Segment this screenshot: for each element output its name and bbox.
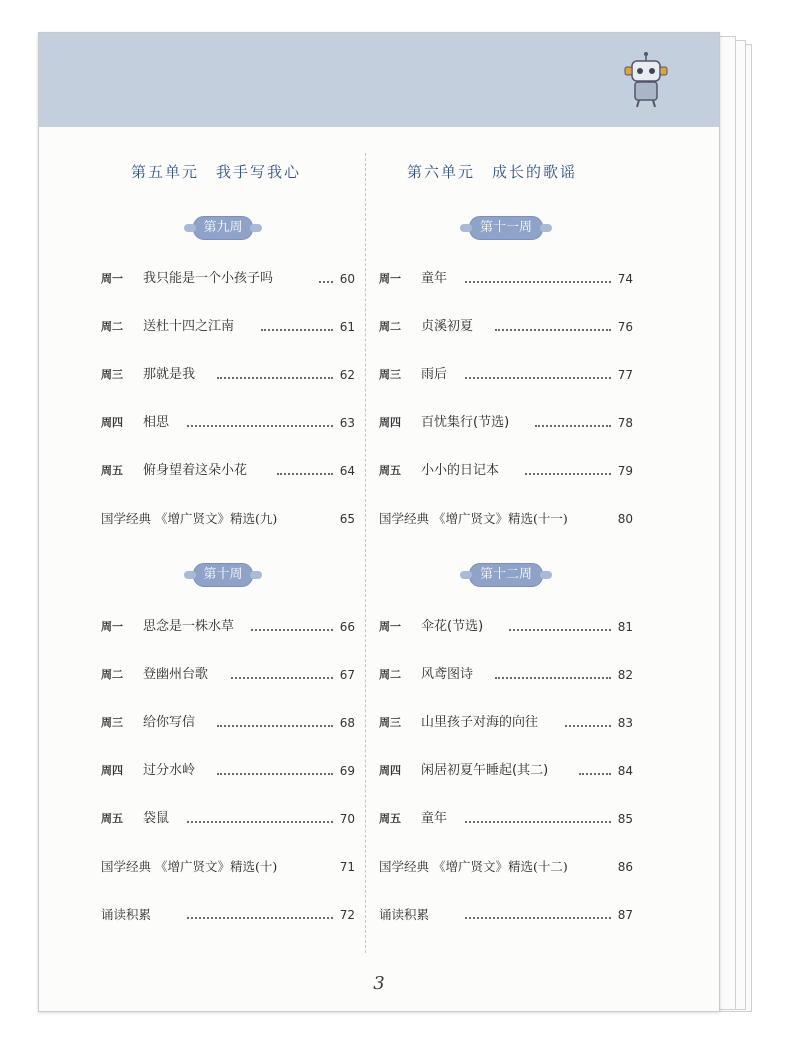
entry-day: 周四 xyxy=(379,416,401,429)
entry-day: 周五 xyxy=(379,464,401,477)
dot-leader xyxy=(187,425,333,427)
dot-leader xyxy=(465,281,611,283)
header-band xyxy=(39,33,719,127)
entry-page: 80 xyxy=(617,512,633,526)
toc-entry[interactable] xyxy=(101,664,355,686)
toc-entry[interactable] xyxy=(379,904,633,926)
toc-entry[interactable] xyxy=(379,760,633,782)
table-of-contents-page xyxy=(38,32,720,1012)
entry-title: 小小的日记本 xyxy=(421,463,500,478)
entry-day: 周一 xyxy=(379,272,401,285)
toc-entry[interactable] xyxy=(101,412,355,434)
entry-page: 71 xyxy=(339,860,355,874)
dot-leader xyxy=(509,629,611,631)
entry-day: 周四 xyxy=(379,764,401,777)
entry-page: 60 xyxy=(339,272,355,286)
entry-title: 闲居初夏午睡起(其二) xyxy=(421,763,549,778)
dot-leader xyxy=(217,725,333,727)
toc-entry[interactable] xyxy=(101,460,355,482)
entry-page: 86 xyxy=(617,860,633,874)
entry-title: 送杜十四之江南 xyxy=(143,319,235,334)
entry-title: 思念是一株水草 xyxy=(143,619,235,634)
entry-title: 国学经典 《增广贤文》精选(十二) xyxy=(379,859,568,874)
entry-page: 77 xyxy=(617,368,633,382)
entry-day: 周三 xyxy=(101,716,123,729)
dot-leader xyxy=(465,821,611,823)
entry-day: 周三 xyxy=(101,368,123,381)
toc-entry[interactable] xyxy=(379,412,633,434)
week-badge: 第十周 xyxy=(193,563,253,587)
toc-entry[interactable] xyxy=(379,712,633,734)
entry-page: 78 xyxy=(617,416,633,430)
dot-leader xyxy=(535,425,611,427)
entry-page: 68 xyxy=(339,716,355,730)
entry-page: 65 xyxy=(339,512,355,526)
entry-page: 84 xyxy=(617,764,633,778)
entry-day: 周四 xyxy=(101,416,123,429)
week-badge: 第九周 xyxy=(193,216,253,240)
dot-leader xyxy=(319,281,333,283)
toc-entry[interactable] xyxy=(101,760,355,782)
entry-title: 国学经典 《增广贤文》精选(十一) xyxy=(379,511,568,526)
toc-entry[interactable] xyxy=(379,268,633,290)
toc-entry[interactable] xyxy=(379,808,633,830)
toc-entry[interactable] xyxy=(101,364,355,386)
entry-title: 我只能是一个小孩子吗 xyxy=(143,271,274,286)
entry-title: 诵读积累 xyxy=(101,907,152,922)
entry-day: 周一 xyxy=(101,620,123,633)
entry-page: 61 xyxy=(339,320,355,334)
toc-entry[interactable] xyxy=(101,712,355,734)
dot-leader xyxy=(231,677,333,679)
entry-title: 百忧集行(节选) xyxy=(421,415,510,430)
dot-leader xyxy=(495,677,611,679)
entry-title: 风鸢图诗 xyxy=(421,667,474,682)
left-unit-title: 第五单元 我手写我心 xyxy=(131,163,302,181)
entry-page: 82 xyxy=(617,668,633,682)
entry-title: 雨后 xyxy=(421,367,448,382)
entry-title: 过分水岭 xyxy=(143,763,196,778)
entry-title: 国学经典 《增广贤文》精选(十) xyxy=(101,859,278,874)
dot-leader xyxy=(525,473,611,475)
entry-title: 登幽州台歌 xyxy=(143,667,209,682)
entry-day: 周三 xyxy=(379,368,401,381)
toc-entry[interactable] xyxy=(101,904,355,926)
week-badge: 第十一周 xyxy=(469,216,543,240)
toc-entry[interactable] xyxy=(101,268,355,290)
toc-entry[interactable] xyxy=(379,508,633,530)
toc-entry[interactable] xyxy=(379,316,633,338)
entry-day: 周四 xyxy=(101,764,123,777)
page-number: 3 xyxy=(373,973,385,994)
entry-day: 周一 xyxy=(101,272,123,285)
entry-title: 俯身望着这朵小花 xyxy=(143,463,248,478)
dot-leader xyxy=(465,917,611,919)
dot-leader xyxy=(579,773,611,775)
entry-page: 66 xyxy=(339,620,355,634)
entry-day: 周五 xyxy=(101,464,123,477)
entry-page: 83 xyxy=(617,716,633,730)
toc-entry[interactable] xyxy=(379,364,633,386)
entry-page: 69 xyxy=(339,764,355,778)
entry-day: 周五 xyxy=(101,812,123,825)
entry-page: 62 xyxy=(339,368,355,382)
dot-leader xyxy=(277,473,333,475)
entry-page: 74 xyxy=(617,272,633,286)
dot-leader xyxy=(465,377,611,379)
entry-page: 79 xyxy=(617,464,633,478)
entry-page: 76 xyxy=(617,320,633,334)
entry-title: 给你写信 xyxy=(143,715,196,730)
dot-leader xyxy=(187,917,333,919)
entry-title: 诵读积累 xyxy=(379,907,430,922)
entry-page: 67 xyxy=(339,668,355,682)
entry-title: 童年 xyxy=(421,271,448,286)
entry-day: 周二 xyxy=(101,320,123,333)
entry-page: 85 xyxy=(617,812,633,826)
entry-title: 山里孩子对海的向往 xyxy=(421,715,539,730)
entry-page: 64 xyxy=(339,464,355,478)
entry-page: 63 xyxy=(339,416,355,430)
entry-day: 周一 xyxy=(379,620,401,633)
dot-leader xyxy=(251,629,333,631)
entry-day: 周二 xyxy=(379,320,401,333)
toc-entry[interactable] xyxy=(379,460,633,482)
toc-entry[interactable] xyxy=(101,508,355,530)
toc-entry[interactable] xyxy=(101,616,355,638)
dot-leader xyxy=(187,821,333,823)
entry-page: 87 xyxy=(617,908,633,922)
toc-entry[interactable] xyxy=(101,316,355,338)
toc-entry[interactable] xyxy=(379,664,633,686)
entry-day: 周二 xyxy=(101,668,123,681)
entry-day: 周三 xyxy=(379,716,401,729)
toc-entry[interactable] xyxy=(379,856,633,878)
dot-leader xyxy=(261,329,333,331)
entry-page: 81 xyxy=(617,620,633,634)
entry-title: 相思 xyxy=(143,415,170,430)
entry-page: 72 xyxy=(339,908,355,922)
toc-entry[interactable] xyxy=(101,856,355,878)
column-divider xyxy=(365,153,366,953)
entry-title: 伞花(节选) xyxy=(421,619,484,634)
entry-title: 国学经典 《增广贤文》精选(九) xyxy=(101,511,278,526)
entry-title: 那就是我 xyxy=(143,367,196,382)
mascot-icon xyxy=(621,51,671,113)
entry-title: 贞溪初夏 xyxy=(421,319,474,334)
right-unit-title: 第六单元 成长的歌谣 xyxy=(407,163,578,181)
entry-day: 周五 xyxy=(379,812,401,825)
entry-page: 70 xyxy=(339,812,355,826)
entry-day: 周二 xyxy=(379,668,401,681)
dot-leader xyxy=(217,377,333,379)
dot-leader xyxy=(495,329,611,331)
week-badge: 第十二周 xyxy=(469,563,543,587)
toc-entry[interactable] xyxy=(101,808,355,830)
entry-title: 袋鼠 xyxy=(143,811,170,826)
dot-leader xyxy=(565,725,611,727)
toc-entry[interactable] xyxy=(379,616,633,638)
entry-title: 童年 xyxy=(421,811,448,826)
dot-leader xyxy=(217,773,333,775)
